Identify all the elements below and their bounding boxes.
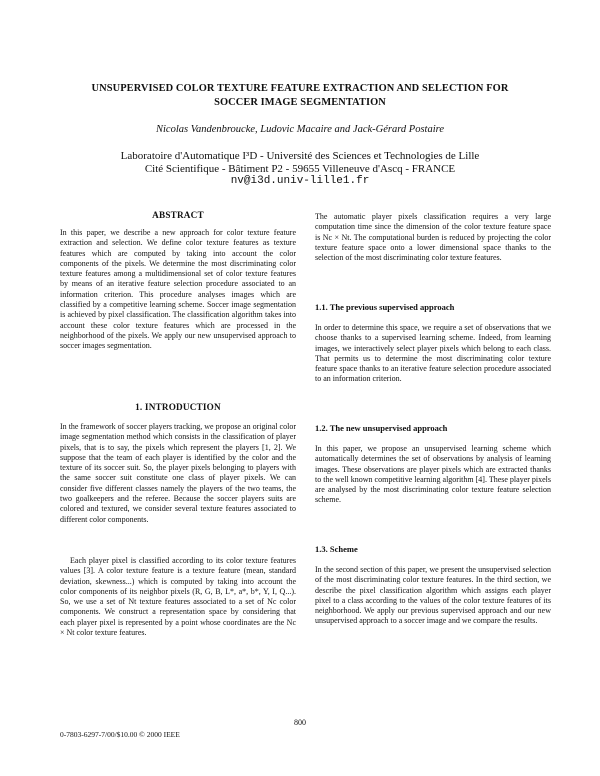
introduction-heading: 1. INTRODUCTION xyxy=(135,402,221,412)
paper-title xyxy=(60,82,540,109)
abstract-heading: ABSTRACT xyxy=(152,210,204,220)
section-1-3-text: In the second section of this paper, we present the unsupervised selection of the most discriminating color texture features. In the third section, we describe the pixel classification algorithm which assigns each player pixel to a class according to the values of the color texture features of its neighborhood. We apply our previous supervised approach and our new unsupervised approach to a soccer image and we compare the results. xyxy=(315,565,551,626)
section-1-3-heading: 1.3. Scheme xyxy=(315,544,358,554)
title-line-1: UNSUPERVISED COLOR TEXTURE FEATURE EXTRACTION AND SELECTION FOR xyxy=(91,83,509,94)
authors: Nicolas Vandenbroucke, Ludovic Macaire and Jack-Gérard Postaire xyxy=(155,124,444,135)
affiliation xyxy=(40,150,560,188)
email: nv@i3d.univ-lille1.fr xyxy=(230,175,370,187)
section-1-2-text: In this paper, we propose an unsupervised learning scheme which automatically determines the set of observations by analysis of learning images. These observations are player pixels which are extracted thanks to the well known competitive learning algorithm [4]. These player pixels are analysed by the most discriminating color texture feature selection scheme. xyxy=(315,444,552,505)
introduction-paragraph-1: In the framework of soccer players tracking, we propose an original color image segmentation method which consists in the classification of player pixels, that is to say, the pixels which represent the players [1, 2]. We suppose that the team of each player is identified by the color and the texture of its soccer suit. So, the player pixels belonging to players with the same soccer suit constitute one class of player pixels. We can consider five different classes namely the players of the two teams, the two goalkeepers and the referee. Because the soccer players suits are colored and textured, we consider several texture features associated to different color components. xyxy=(60,422,296,524)
copyright-footer: 0-7803-6297-7/00/$10.00 © 2000 IEEE xyxy=(60,730,180,739)
section-1-1-text: In order to determine this space, we require a set of observations that we choose thanks to a supervised learning scheme. Indeed, from learning images, we interactively select player pixels which belong to each class. That permits us to determine the most discriminating color texture feature space thanks to an iterative feature selection procedure associated to an information criterion. xyxy=(315,323,551,384)
abstract-text: In this paper, we describe a new approach for color texture feature extraction and selection. We define color texture features as texture features which are computed by taking into account the color components of the pixels. We determine the most discriminating color texture features among a multidimensional set of color texture features by means of an iterative feature selection procedure associated to an information criterion. This procedure analyses images which are classified by a competitive learning scheme. Soccer image segmentation is achieved by pixel classification. The classification algorithm takes into account these color texture features which are processed in the neighborhood of the pixels. We apply our new unsupervised approach to soccer images segmentation. xyxy=(60,228,296,351)
affiliation-line-1: Laboratoire d'Automatique I³D - Université des Sciences et Technologies de Lille xyxy=(120,150,480,162)
introduction-paragraph-2: Each player pixel is classified according to its color texture features values [3]. A color texture feature is a texture feature (mean, standard deviation, skewness...) which is computed by taking into account the color components of its neighbor pixels (R, G, B, L*, a*, b*, Y, I, Q...). So, we use a set of Nt texture features associated to a set of Nc color components. We construct a representation space by considering that each player pixel is represented by a point whose coordinates are the Nc × Nt color texture features. xyxy=(60,556,296,638)
page-number: 800 xyxy=(294,718,306,727)
right-intro-paragraph: The automatic player pixels classification requires a very large computation time since the dimension of the color texture feature space is Nc × Nt. The computational burden is reduced by projecting the color texture feature space onto a lower dimensional space thanks to the selection of the most discriminating color texture features. xyxy=(315,212,551,263)
title-line-2: SOCCER IMAGE SEGMENTATION xyxy=(214,96,386,108)
section-1-1-heading: 1.1. The previous supervised approach xyxy=(315,302,455,312)
section-1-2-heading: 1.2. The new unsupervised approach xyxy=(315,423,448,433)
affiliation-line-2: Cité Scientifique - Bâtiment P2 - 59655 Villeneuve d'Ascq - FRANCE xyxy=(144,162,456,175)
